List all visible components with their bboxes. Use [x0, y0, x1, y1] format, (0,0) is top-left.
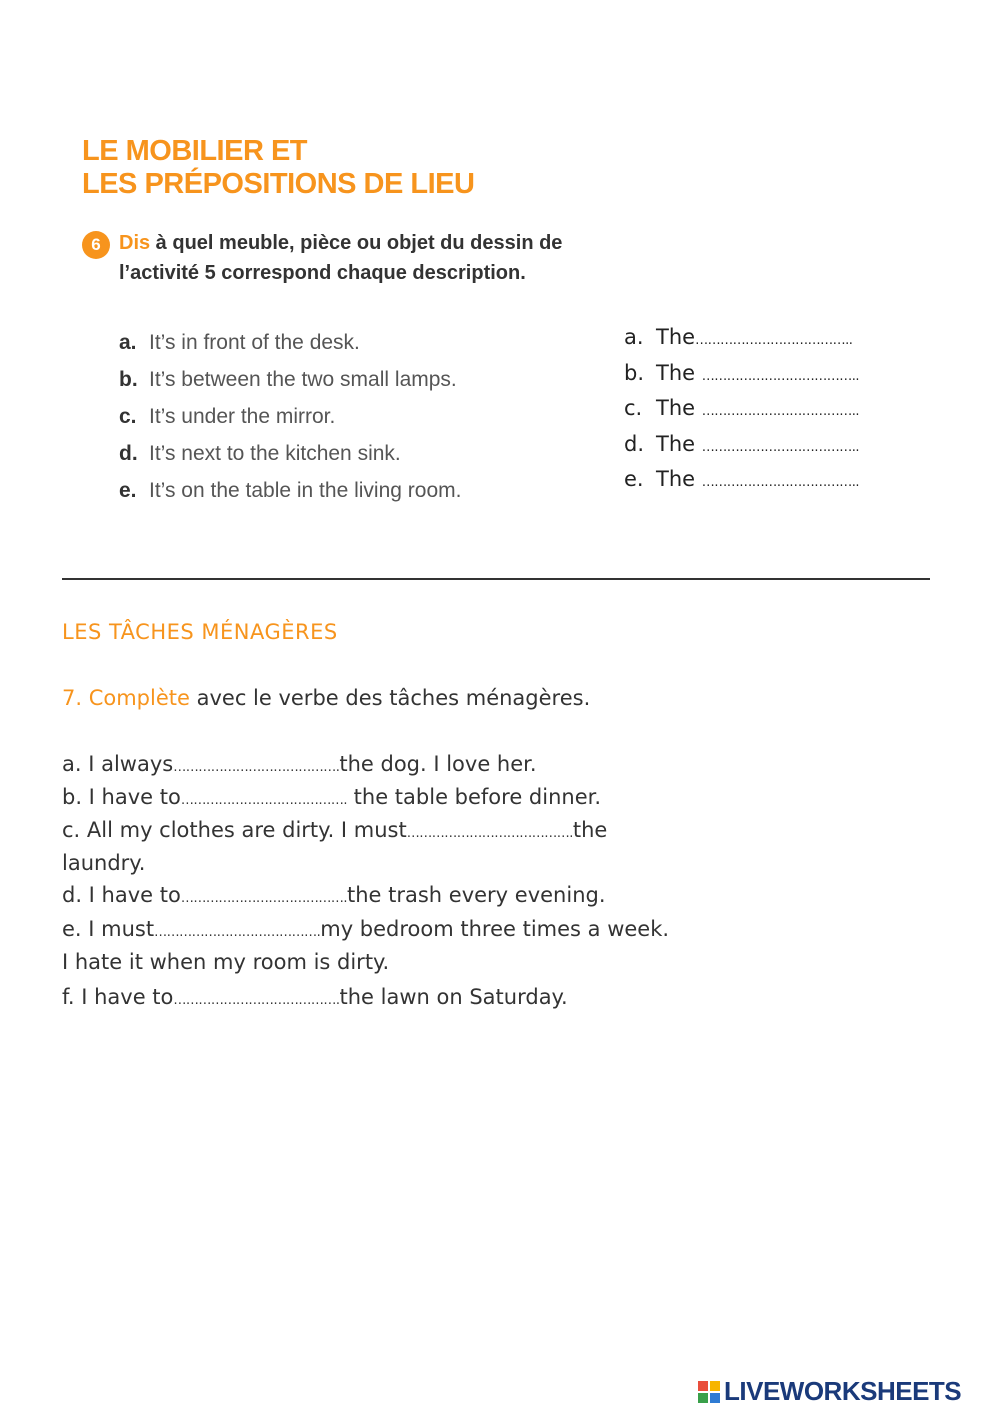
sentence-blank[interactable]: …………………………………. [173, 993, 340, 1008]
description-letter: d. [119, 442, 138, 465]
answer-item [624, 427, 859, 463]
exercise-instruction [119, 228, 589, 288]
sentence-end: the trash every evening. [346, 883, 606, 907]
answer-prefix: The [656, 431, 702, 456]
sentence-start: a. I always [62, 752, 174, 776]
sentence-end: my bedroom three times a week. [320, 917, 670, 941]
answer-prefix: The [656, 396, 702, 420]
sentence-start: f. I have to [62, 985, 174, 1009]
question-text: avec le verbe des tâches ménagères. [189, 686, 591, 710]
description-item [119, 435, 461, 472]
answer-blank[interactable]: ……………………………….. [701, 439, 859, 455]
answer-blank[interactable]: ……………………………….. [701, 475, 859, 490]
sentence-start: c. All my clothes are dirty. I must [62, 818, 407, 842]
sentence-line [62, 785, 601, 809]
answer-prefix: The [656, 325, 696, 349]
sentence-start: e. I must [62, 917, 155, 941]
liveworksheets-mark-icon [698, 1381, 720, 1403]
answer-letter: c. [624, 396, 643, 420]
sentence-start: d. I have to [62, 883, 181, 907]
description-letter: a. [119, 331, 137, 354]
description-text: It’s between the two small lamps. [149, 368, 457, 391]
description-letter: e. [119, 479, 137, 502]
answer-letter: e. [624, 467, 644, 491]
sentence-blank[interactable]: …………………………………. [180, 891, 347, 906]
sentence-start: laundry. [62, 851, 146, 875]
answer-item [624, 391, 859, 427]
answer-item [624, 462, 859, 498]
answer-blank[interactable]: ……………………………….. [695, 333, 853, 348]
sentence-blank[interactable]: …………………………………. [180, 793, 347, 808]
sentence-start: I hate it when my room is dirty. [62, 950, 390, 974]
sentence-blank[interactable]: …………………………………. [154, 925, 321, 940]
question-number: 7. Complète [62, 686, 190, 710]
sentence-line [62, 985, 568, 1009]
sentence-blank[interactable]: …………………………………. [173, 760, 340, 775]
description-text: It’s under the mirror. [149, 405, 336, 428]
answer-item [624, 356, 859, 392]
sentence-end: the lawn on Saturday. [339, 985, 568, 1009]
description-letter: b. [119, 368, 138, 391]
answer-letter: b. [624, 360, 645, 385]
sentence-line [62, 752, 537, 776]
section-2-title: LES TÂCHES MÉNAGÈRES [62, 620, 338, 644]
description-item [119, 398, 461, 435]
answer-list [624, 320, 859, 498]
sentence-line [62, 917, 669, 941]
sentence-end: the table before dinner. [346, 785, 602, 809]
answer-letter: a. [624, 325, 644, 349]
sentence-line [62, 851, 145, 875]
sentence-end: the dog. I love her. [339, 752, 537, 776]
question-7 [62, 686, 590, 710]
sentence-line [62, 818, 607, 842]
title-line-1: LE MOBILIER ET [82, 135, 307, 167]
sentence-start: b. I have to [62, 785, 181, 809]
answer-prefix: The [656, 467, 702, 491]
answer-prefix: The [656, 360, 702, 385]
description-list [119, 324, 461, 509]
instruction-verb: Dis [119, 232, 151, 254]
description-text: It’s on the table in the living room. [149, 479, 462, 502]
sentence-line [62, 883, 606, 907]
description-letter: c. [119, 405, 137, 428]
logo-text: LIVEWORKSHEETS [724, 1376, 962, 1406]
answer-blank[interactable]: ……………………………….. [701, 368, 859, 384]
liveworksheets-logo [698, 1376, 961, 1407]
exercise-number-badge: 6 [82, 231, 110, 259]
title-line-2: LES PRÉPOSITIONS DE LIEU [82, 168, 475, 200]
description-item [119, 324, 461, 361]
sentence-blank[interactable]: …………………………………. [406, 826, 573, 841]
section-title [82, 135, 474, 201]
answer-letter: d. [624, 431, 645, 456]
description-item [119, 472, 461, 509]
section-divider [62, 578, 930, 580]
instruction-text: à quel meuble, pièce ou objet du dessin de l’activité 5 correspond chaque description. [119, 232, 563, 284]
sentence-end: the [572, 818, 608, 842]
description-item [119, 361, 461, 398]
description-text: It’s next to the kitchen sink. [149, 442, 401, 465]
sentence-line [62, 950, 389, 974]
answer-item [624, 320, 859, 356]
description-text: It’s in front of the desk. [149, 331, 360, 354]
answer-blank[interactable]: ……………………………….. [701, 404, 859, 419]
